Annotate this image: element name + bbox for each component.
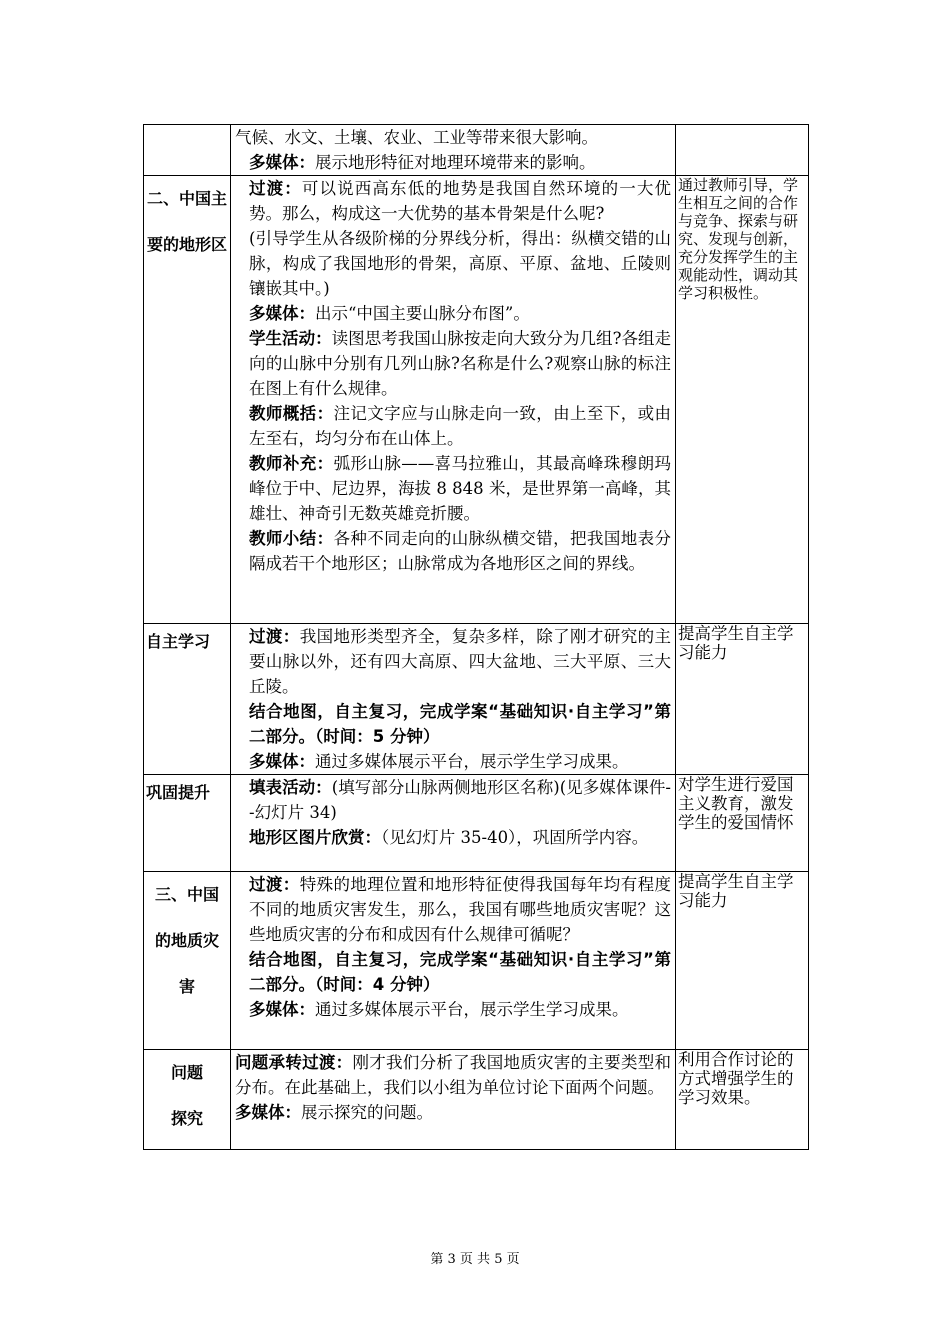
content-line: 学生活动：读图思考我国山脉按走向大致分为几组?各组走向的山脉中分别有几列山脉?名称是什么?观察山脉的标注在图上有什么规律。: [249, 329, 671, 398]
design-note: 提高学生自主学习能力: [678, 872, 794, 910]
content-cell: [231, 775, 676, 872]
section-title: 问题 探究: [170, 1063, 203, 1128]
section-title: 二、中国主 要的地形区: [146, 189, 227, 254]
page-footer: 第 3 页 共 5 页: [430, 1252, 520, 1267]
content-line: 过渡：我国地形类型齐全，复杂多样，除了刚才研究的主要山脉以外，还有四大高原、四大盆地、三大平原、三大丘陵。: [249, 627, 671, 696]
section-cell: [144, 176, 231, 624]
content-line: 教师概括：注记文字应与山脉走向一致，由上至下，或由左至右，均匀分布在山体上。: [249, 404, 672, 448]
content-line: 多媒体：通过多媒体展示平台，展示学生学习成果。: [249, 752, 629, 771]
content-line: 气候、水文、土壤、农业、工业等带来很大影响。: [235, 128, 598, 147]
content-line: (引导学生从各级阶梯的分界线分析，得出：纵横交错的山脉，构成了我国地形的骨架，高原、平原、盆地、丘陵则镶嵌其中。): [249, 229, 671, 298]
table-row: [144, 125, 809, 176]
section-cell: [144, 1050, 231, 1150]
content-line: 教师小结：各种不同走向的山脉纵横交错，把我国地表分隔成若干个地形区；山脉常成为各地形区之间的界线。: [249, 529, 672, 573]
note-cell: [676, 176, 809, 624]
design-note: 提高学生自主学习能力: [678, 624, 794, 662]
table-row: [144, 1050, 809, 1150]
note-cell: [676, 624, 809, 775]
note-cell: [676, 775, 809, 872]
content-line: 填表活动：(填写部分山脉两侧地形区名称)(见多媒体课件--幻灯片 34): [249, 778, 672, 822]
section-cell: [144, 872, 231, 1050]
content-cell: [231, 872, 676, 1050]
design-note: 对学生进行爱国主义教育，激发学生的爱国情怀: [678, 775, 794, 832]
design-note: 通过教师引导，学生相互之间的合作与竞争、探索与研究、发现与创新，充分发挥学生的主观能动性，调动其学习积极性。: [678, 176, 799, 302]
section-title: 自主学习: [146, 632, 211, 651]
table-row: [144, 775, 809, 872]
content-line: 问题承转过渡：刚才我们分析了我国地质灾害的主要类型和分布。在此基础上，我们以小组为单位讨论下面两个问题。: [235, 1053, 672, 1097]
section-cell: [144, 775, 231, 872]
note-cell: [676, 872, 809, 1050]
content-line: 结合地图，自主复习，完成学案“基础知识·自主学习”第二部分。（时间：5 分钟）: [249, 702, 671, 746]
table-row: [144, 624, 809, 775]
section-cell: [144, 624, 231, 775]
note-cell: [676, 125, 809, 176]
content-line: 过渡：可以说西高东低的地势是我国自然环境的一大优势。那么，构成这一大优势的基本骨架是什么呢?: [249, 179, 672, 223]
content-line: 结合地图，自主复习，完成学案“基础知识·自主学习”第二部分。（时间：4 分钟）: [249, 950, 671, 994]
table-row: [144, 872, 809, 1050]
content-line: 多媒体：展示地形特征对地理环境带来的影响。: [249, 153, 596, 172]
content-line: 多媒体：通过多媒体展示平台，展示学生学习成果。: [249, 1000, 629, 1019]
table-row: [144, 176, 809, 624]
section-title: 巩固提升: [146, 783, 211, 802]
content-line: 多媒体：展示探究的问题。: [235, 1103, 433, 1122]
design-note: 利用合作讨论的方式增强学生的学习效果。: [678, 1050, 794, 1107]
content-cell: [231, 125, 676, 176]
section-cell: [144, 125, 231, 176]
content-line: 地形区图片欣赏：（见幻灯片 35-40），巩固所学内容。: [249, 828, 649, 847]
note-cell: [676, 1050, 809, 1150]
content-cell: [231, 1050, 676, 1150]
content-line: 多媒体：出示“中国主要山脉分布图”。: [249, 304, 530, 323]
content-line: 教师补充：弧形山脉——喜马拉雅山，其最高峰珠穆朗玛峰位于中、尼边界，海拔 8 848 米，是世界第一高峰，其雄壮、神奇引无数英雄竞折腰。: [249, 454, 672, 523]
content-cell: [231, 176, 676, 624]
content-cell: [231, 624, 676, 775]
lesson-plan-table: [143, 124, 809, 1150]
section-title: 三、中国 的地质灾 害: [154, 885, 219, 996]
content-line: 过渡：特殊的地理位置和地形特征使得我国每年均有程度不同的地质灾害发生，那么，我国有哪些地质灾害呢？这些地质灾害的分布和成因有什么规律可循呢？: [249, 875, 671, 944]
